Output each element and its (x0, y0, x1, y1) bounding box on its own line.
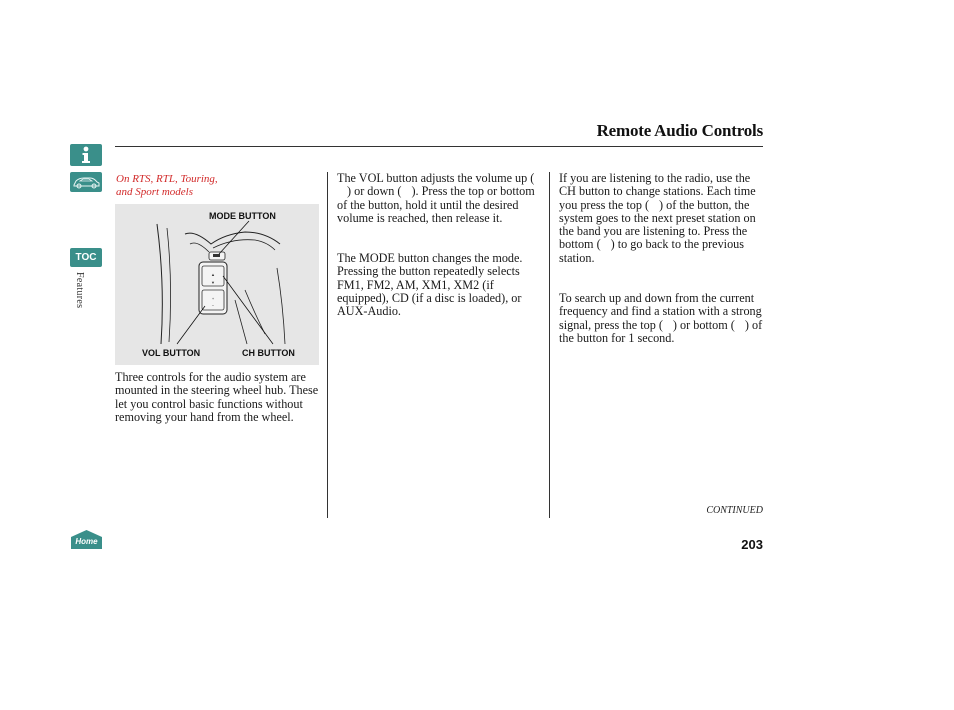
text-run: ) of the button for 1 second. (559, 317, 763, 345)
info-button[interactable] (70, 144, 102, 166)
text-run: If you are listening to the radio, use the CH button to change stations. Each time you press the top ( (559, 171, 756, 212)
mode-button-paragraph: The MODE button changes the mode. Pressing the button repeatedly selects FM1, FM2, AM, XM1, XM2 (if equipped), CD (if a disc is loaded), or AUX-Audio. (337, 251, 523, 319)
column-divider (549, 172, 550, 518)
car-button[interactable] (70, 172, 102, 192)
text-run: ) to go back to the previous station. (559, 237, 744, 265)
column-divider (327, 172, 328, 518)
text-run: ). Press the top or bottom of the button, hold it until the desired volume is reached, then release it. (337, 184, 535, 225)
text-run: ) or bottom ( (672, 317, 735, 332)
toc-button[interactable]: TOC (70, 248, 102, 267)
models-note-line: On RTS, RTL, Touring, (116, 173, 218, 185)
svg-text:−: − (211, 303, 215, 308)
mode-button-label: MODE BUTTON (209, 211, 276, 221)
vol-button-paragraph (337, 172, 542, 225)
text-run: ) or down ( (347, 184, 402, 199)
title-rule (115, 146, 763, 147)
text-run: To search up and down from the current frequency and find a station with a strong signal, press the top ( (559, 291, 762, 332)
steering-wheel-figure (115, 204, 319, 365)
ch-button-paragraph (559, 172, 764, 265)
continued-label: CONTINUED (706, 505, 763, 516)
section-label: Features (74, 272, 85, 309)
vol-button-label: VOL BUTTON (142, 348, 201, 358)
info-icon (70, 144, 102, 166)
home-label: Home (75, 537, 98, 546)
home-icon (70, 529, 103, 550)
intro-paragraph: Three controls for the audio system are mounted in the steering wheel hub. These let you control basic functions without removing your hand from the wheel. (115, 370, 319, 424)
text-run: The VOL button adjusts the volume up ( (337, 171, 535, 185)
svg-text:▼: ▼ (211, 280, 215, 285)
page-title: Remote Audio Controls (596, 121, 763, 140)
svg-text:▲: ▲ (211, 272, 215, 277)
steering-wheel-controls-illustration (115, 204, 319, 365)
text-run: ) of the button, the system goes to the next preset station on the band you are listening to. Press the bottom ( (559, 197, 756, 252)
ch-button-label: CH BUTTON (242, 348, 295, 358)
page-number: 203 (741, 537, 763, 552)
models-note-line: and Sport models (116, 186, 193, 198)
car-icon (70, 172, 102, 192)
svg-text:+: + (211, 296, 215, 301)
models-note (116, 173, 316, 199)
home-button[interactable] (70, 529, 103, 550)
seek-paragraph (559, 292, 764, 345)
